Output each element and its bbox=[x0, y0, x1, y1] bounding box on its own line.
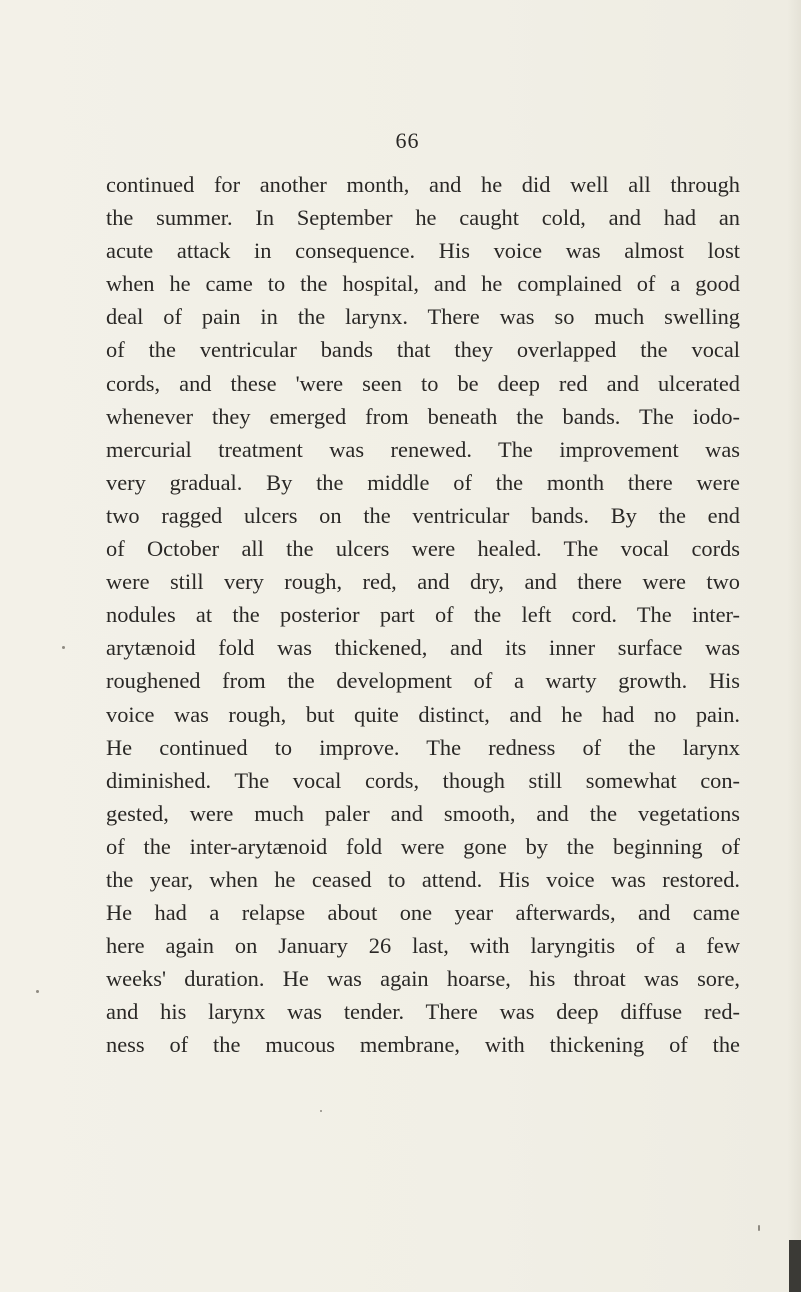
body-text bbox=[106, 168, 740, 1062]
text-line: voice was rough, but quite distinct, and he had no pain. bbox=[106, 701, 740, 727]
page-corner-mark bbox=[789, 1240, 801, 1292]
text-line: whenever they emerged from beneath the bands. The iodo- bbox=[106, 403, 740, 429]
text-line: He continued to improve. The redness of the larynx bbox=[106, 734, 740, 760]
text-line: gested, were much paler and smooth, and the vegetations bbox=[106, 800, 740, 826]
text-line: were still very rough, red, and dry, and there were two bbox=[106, 569, 740, 595]
text-line: roughened from the development of a warty growth. His bbox=[106, 668, 740, 694]
text-line: very gradual. By the middle of the month there were bbox=[106, 469, 740, 495]
text-line: and his larynx was tender. There was deep diffuse red- bbox=[106, 999, 740, 1025]
text-line: here again on January 26 last, with laryngitis of a few bbox=[106, 933, 740, 959]
text-line: two ragged ulcers on the ventricular bands. By the end bbox=[106, 502, 740, 528]
text-line: of the ventricular bands that they overlapped the vocal bbox=[106, 337, 740, 363]
text-line: when he came to the hospital, and he complained of a good bbox=[106, 271, 740, 297]
text-line: arytænoid fold was thickened, and its inner surface was bbox=[106, 635, 740, 661]
paper-speck bbox=[62, 646, 65, 649]
text-line: the year, when he ceased to attend. His voice was restored. bbox=[106, 866, 740, 892]
text-line: ness of the mucous membrane, with thickening of the bbox=[106, 1032, 740, 1058]
paper-speck bbox=[320, 1110, 322, 1112]
text-line: He had a relapse about one year afterwards, and came bbox=[106, 900, 740, 926]
text-line: of October all the ulcers were healed. The vocal cords bbox=[106, 536, 740, 562]
text-line: the summer. In September he caught cold, and had an bbox=[106, 205, 740, 231]
text-line: diminished. The vocal cords, though still somewhat con- bbox=[106, 767, 740, 793]
page-edge-shadow bbox=[787, 0, 801, 1292]
paper-speck bbox=[758, 1225, 760, 1231]
text-line: mercurial treatment was renewed. The improvement was bbox=[106, 436, 740, 462]
text-line: deal of pain in the larynx. There was so much swelling bbox=[106, 304, 740, 330]
text-line: nodules at the posterior part of the left cord. The inter- bbox=[106, 602, 740, 628]
text-line: of the inter-arytænoid fold were gone by the beginning of bbox=[106, 833, 740, 859]
text-line: cords, and these 'were seen to be deep red and ulcerated bbox=[106, 370, 740, 396]
text-line: weeks' duration. He was again hoarse, his throat was sore, bbox=[106, 966, 740, 992]
paper-speck bbox=[36, 990, 39, 993]
text-line: acute attack in consequence. His voice was almost lost bbox=[106, 238, 740, 264]
page-number: 66 bbox=[395, 128, 420, 153]
text-line: continued for another month, and he did well all through bbox=[106, 172, 740, 197]
